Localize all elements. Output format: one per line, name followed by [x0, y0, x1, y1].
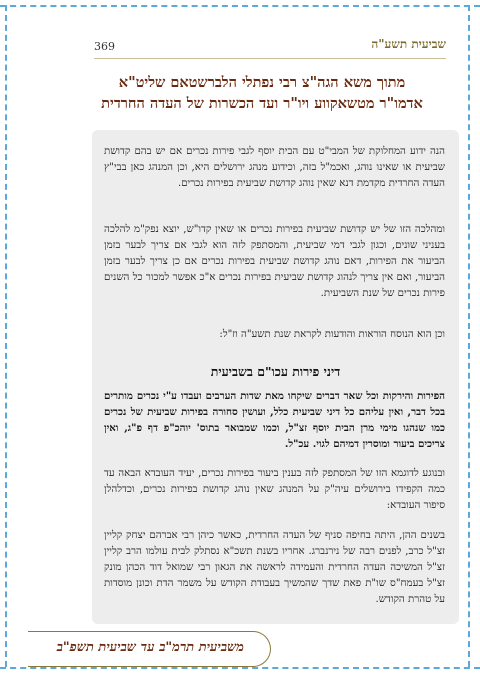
dashed-border-top — [0, 5, 480, 7]
paragraph-6: בשנים ההן, היתה בחיפה סניף של העדה החרדית, כאשר כיהן רבי אברהם יצחק קליין זצ"ל כרב, לפנים רבה של נירנברג. אחריו בשנת תשכ"א נסתלק לבית עולמו הרב קליין זצ"ל המשיכה העדה החרדית והעמידה לראשה את הגאון רבי שמואל דוד הכהן מונק זצ"ל בעמח"ס שו"ת פאת שדך שהמשיך בעבודת הקודש על משמר הדת וכונן מוסדות על טהרת הקודש. — [104, 530, 445, 605]
dashed-border-left — [5, 5, 7, 667]
title-line-2: אדמו"ר מטשאקווע ויו"ר ועד הכשרות של העדה החרדית — [101, 95, 423, 112]
article-title — [74, 72, 450, 114]
dashed-border-right — [468, 5, 470, 667]
footer-banner — [28, 631, 271, 667]
paragraph-2: ומהלכה הזו של יש קדושת שביעית בפירות נכרים או שאין קדו"ש, יוצא נפק"מ להלכה בעניני שונים, וכגון לגבי דמי שביעית, והמסתפק לזה הוא לגבי אם צריך לבער בזמן הביעור את הפירות, דאם נוהג קדושת שביעית בפירות נכרים אם כן צריך לבער בזמן הביעור, ואם אין צריך לנהוג קדושת שביעית בפירות נכרים א"כ אפשר למכור כל השנים פירות נכרים של שנת השביעית. — [104, 224, 445, 299]
header-rule — [94, 58, 446, 59]
paragraph-5: ובנוגע לדוגמא הזו של המסתפק לזה בענין ביעור בפירות נכרים, יעיד העובדא הבאה עד כמה הקפידו בירושלים עיה"ק על המנהג שאין נוהג קדושת בפירות נכרים, וכדלהלן סיפור העובדא: — [104, 468, 445, 511]
footer-text: משביעית תרמ"ב עד שביעית תשפ"ב — [56, 640, 244, 655]
text-box — [92, 130, 459, 624]
title-line-1: מתוך משא הגה"צ רבי נפתלי הלברשטאם שליט"א — [118, 74, 406, 91]
page-number: 369 — [94, 40, 115, 53]
paragraph-3: וכן הוא הנוסח הוראות והודעות לקראת שנת תשע"ה וז"ל: — [219, 329, 445, 340]
paragraph-1: הנה ידוע המחלוקת של המבי"ט עם הבית יוסף לגבי פירות נכרים אם יש בהם קדושת שביעית או שאינו נוהג, ואכמ"ל בזה, וכידוע מנהג ירושלים היא, וכן המנהג כאן בבי"ץ העדה החרדית מקדמת דנא שאין נוהג קדושת שביעית בפירות נכרים. — [104, 146, 445, 189]
dashed-border-bottom — [0, 667, 480, 669]
paragraph-4-quote: הפירות והירקות וכל שאר דברים שיקחו מאת שדות הערבים ועבדו ע"י נכרים מותרים בכל דבר, ואין עליהם כל דיני שביעית כלל, ועושין סחורה בפירות שביעית של נכרים כמו שנהגו מימי מרן הבית יוסף זצ"ל, וכמו שמבואר בתוס' יוהכ"פ דף פ"ג, ואין צריכים ביעור ומוסרין דמיהם לגוי. עכ"ל. — [104, 390, 445, 450]
subheading: דיני פירות עכו"ם בשביעית — [210, 364, 341, 379]
running-head: שביעית תשע"ה — [371, 37, 446, 51]
book-page — [14, 14, 464, 654]
